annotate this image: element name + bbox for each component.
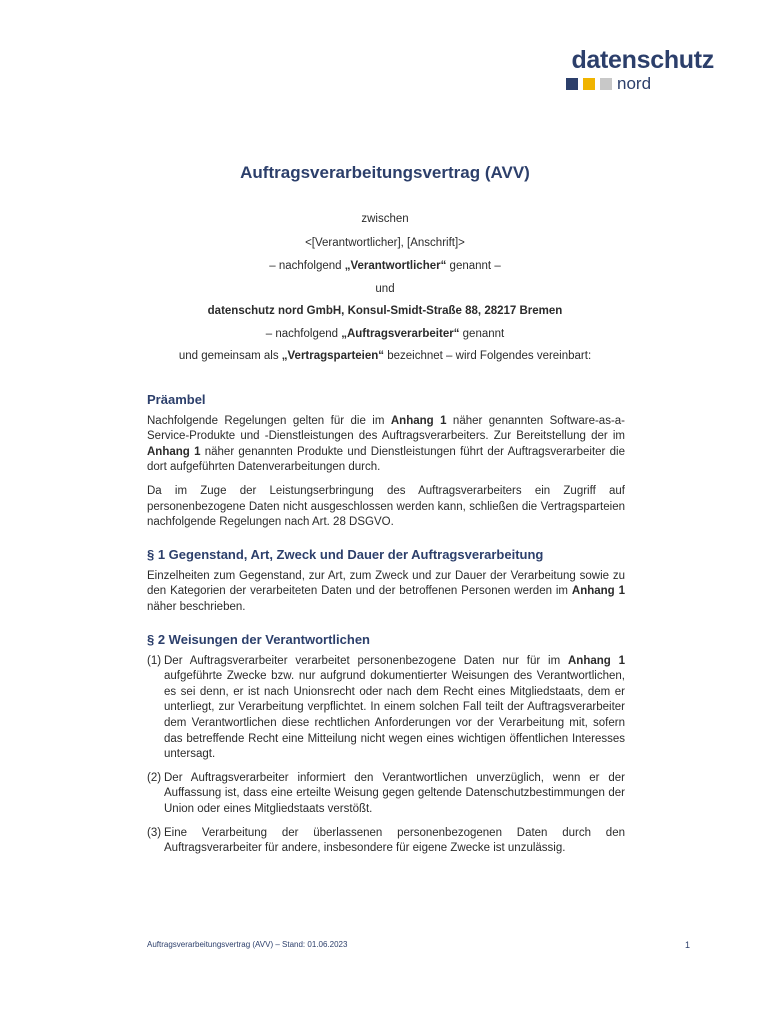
- controller-term: „Verantwortlicher“: [344, 260, 447, 272]
- list-item: [147, 826, 625, 857]
- logo-subword: nord: [617, 74, 652, 93]
- text-fragment: Einzelheiten zum Gegenstand, zur Art, zum Zweck und zur Dauer der Verarbeitung sowie zu den Kategorien der verarbeiteten Daten und der betroffenen Personen werden im: [147, 569, 625, 598]
- list-item: [147, 654, 625, 763]
- joint-term: „Vertragsparteien“: [281, 350, 385, 362]
- item-text: Eine Verarbeitung der überlassenen personenbezogenen Daten durch den Auftragsverarbeiter für andere, insbesondere für eigene Zwecke ist unzulässig.: [164, 826, 625, 855]
- text-fragment: aufgeführte Zwecke bzw. nur aufgrund dokumentierter Weisungen des Verantwortlichen, es sei denn, er ist nach Unionsrecht oder nach dem Recht eines Mitgliedstaats, dem er unterliegt, zur Verarbeitung verpflichtet. In einem solchen Fall teilt der Auftragsverarbeiter dem Verantwortlichen diese rechtlichen Anforderungen vor der Verarbeitung mit, sofern das betreffende Recht eine Mitteilung nicht wegen eines wichtigen öffentlichen Interesses untersagt.: [164, 670, 625, 761]
- logo-square-blue: [566, 78, 578, 90]
- processor-designation: [0, 327, 770, 341]
- preamble-heading: Präambel: [147, 392, 206, 407]
- text-fragment: genannt –: [446, 260, 501, 272]
- text-fragment: näher genannten Software-as-a-Service-Produkte und -Dienstleistungen des Auftragsverarbeiters. Zur Bereitstellung der im: [147, 414, 625, 443]
- annex-reference: Anhang 1: [571, 585, 625, 598]
- document-title: Auftragsverarbeitungsvertrag (AVV): [240, 163, 530, 182]
- text-fragment: Der Auftragsverarbeiter verarbeitet personenbezogene Daten nur für im: [164, 654, 568, 667]
- processor-term: „Auftragsverarbeiter“: [341, 328, 460, 340]
- logo-square-yellow: [583, 78, 595, 90]
- item-number: (3): [147, 826, 162, 839]
- preamble-paragraph-2: Da im Zuge der Leistungserbringung des Auftragsverarbeiters ein Zugriff auf personenbezogene Daten nicht ausgeschlossen werden kann, schließen die Vertragsparteien nachfolgende Regelungen nach Art. 28 DSGVO.: [147, 484, 625, 529]
- preamble-section: [147, 392, 625, 539]
- footer-text: Auftragsverarbeitungsvertrag (AVV) – Stand: 01.06.2023: [147, 940, 348, 949]
- item-number: (2): [147, 771, 162, 784]
- text-fragment: bezeichnet – wird Folgendes vereinbart:: [384, 350, 592, 362]
- annex-reference: Anhang 1: [147, 445, 201, 458]
- annex-reference: Anhang 1: [390, 414, 447, 427]
- preamble-paragraph-1: [147, 414, 625, 476]
- section-2-heading: § 2 Weisungen der Verantwortlichen: [147, 632, 370, 647]
- list-item: [147, 771, 625, 818]
- text-fragment: – nachfolgend: [269, 260, 345, 272]
- item-text: Der Auftragsverarbeiter informiert den Verantwortlichen unverzüglich, wenn er der Auffassung ist, dass eine erteilte Weisung gegen geltende Datenschutzbestimmungen der Union oder eines Mitgliedstaats verstößt.: [164, 771, 625, 815]
- text-fragment: – nachfolgend: [265, 328, 342, 340]
- text-fragment: näher beschrieben.: [147, 600, 246, 613]
- text-fragment: näher genannten Produkte und Dienstleistungen führt der Auftragsverarbeiter die dort aufgeführten Datenverarbeitungen durch.: [147, 445, 625, 474]
- and-line: und: [375, 283, 395, 295]
- logo-wordmark: datenschutz: [571, 46, 714, 74]
- text-fragment: genannt: [459, 328, 505, 340]
- text-fragment: und gemeinsam als: [178, 350, 282, 362]
- annex-reference: Anhang 1: [567, 654, 626, 667]
- joint-designation: [0, 349, 770, 363]
- section-1: [147, 547, 625, 623]
- logo-square-grey: [600, 78, 612, 90]
- text-fragment: Nachfolgende Regelungen gelten für die im: [147, 414, 391, 427]
- item-text: [164, 654, 625, 763]
- processor-name: datenschutz nord GmbH, Konsul-Smidt-Straße 88, 28217 Bremen: [207, 305, 563, 317]
- section-1-heading: § 1 Gegenstand, Art, Zweck und Dauer der Auftragsverarbeitung: [147, 547, 544, 562]
- controller-placeholder: <[Verantwortlicher], [Anschrift]>: [305, 237, 465, 249]
- controller-designation: [0, 259, 770, 273]
- page-number: 1: [684, 940, 690, 950]
- company-logo: [564, 47, 714, 93]
- between-line: zwischen: [361, 213, 409, 225]
- item-number: (1): [147, 654, 162, 667]
- section-1-paragraph: [147, 569, 625, 616]
- section-2: [147, 632, 625, 865]
